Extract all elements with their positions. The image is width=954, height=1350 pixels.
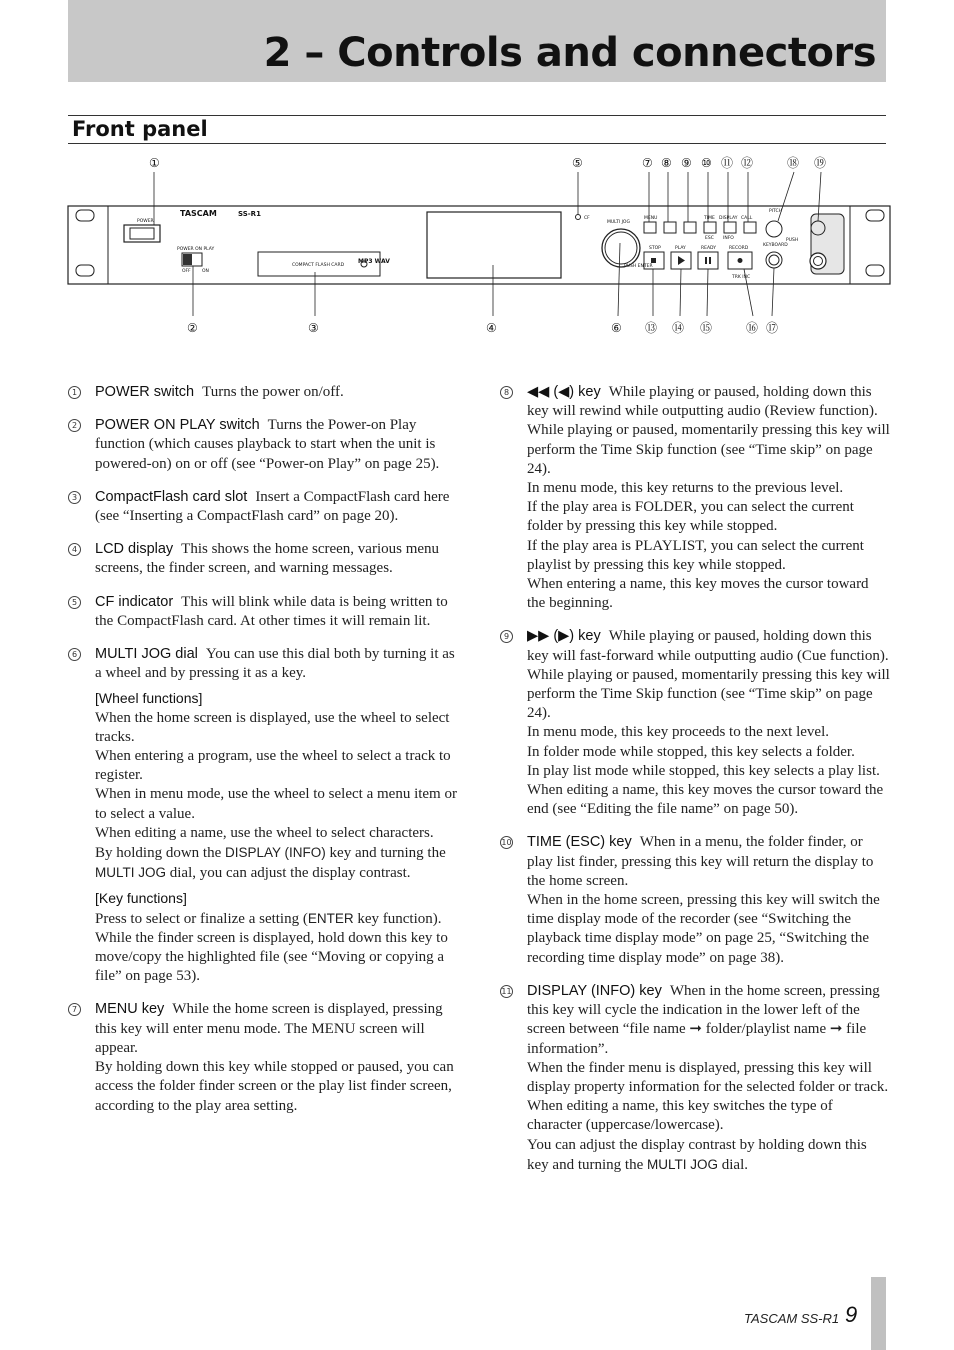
text-run: You can adjust the display contrast by holding down this key and turning the — [527, 1136, 867, 1173]
label-cf: CF — [584, 216, 590, 221]
item-text: Turns the power on/off. — [202, 384, 344, 400]
item-name: DISPLAY (INFO) key — [527, 982, 662, 999]
item-number: 6 — [68, 648, 81, 661]
paragraph: If the play area is PLAYLIST, you can select the current playlist by pressing this key while stopped. — [527, 537, 864, 573]
label-trk-inc: TRK INC — [732, 275, 751, 280]
item-name: CompactFlash card slot — [95, 488, 248, 505]
item-number: 3 — [68, 491, 81, 504]
item-text: Turns the Power-on Play function (which causes playback to start when the unit is powered-on) on or off (see “Power-on Play” on page 25). — [95, 417, 440, 472]
label-record: RECORD — [729, 246, 749, 251]
section-rule-top — [68, 115, 886, 116]
key-functions-heading: [Key functions] — [95, 890, 187, 907]
callout-19: ⑲ — [814, 156, 827, 170]
callout-11: ⑪ — [721, 156, 734, 170]
wheel-functions-heading: [Wheel functions] — [95, 690, 203, 707]
panel-model: SS-R1 — [238, 210, 261, 218]
label-call: CALL — [741, 216, 753, 221]
item-lcd-display — [68, 540, 458, 578]
paragraph — [95, 909, 458, 987]
item-number: 10 — [501, 838, 512, 848]
callout-14: ⑭ — [672, 321, 685, 335]
callout-4: ④ — [486, 321, 497, 335]
label-menu: MENU — [644, 216, 658, 221]
callout-1: ① — [149, 156, 160, 170]
paragraph: In play list mode while stopped, this key selects a play list. — [527, 762, 880, 779]
paragraph: While playing or paused, momentarily pressing this key will perform the Time Skip function (see “Time skip” on page 24). — [527, 666, 890, 722]
callout-9: ⑨ — [681, 156, 692, 170]
item-number: 11 — [501, 986, 512, 996]
label-stop: STOP — [649, 246, 661, 251]
label-pitch: PITCH — [769, 209, 783, 214]
paragraph: In folder mode while stopped, this key selects a folder. — [527, 743, 855, 760]
callout-7: ⑦ — [642, 156, 653, 170]
callout-3: ③ — [308, 321, 319, 335]
paragraph: While playing or paused, momentarily pressing this key will perform the Time Skip function (see “Time skip” on page 24). — [527, 422, 890, 477]
paragraph: When editing a name, use the wheel to select characters. — [95, 824, 434, 841]
item-text: When in a menu, the folder finder, or play list finder, pressing this key will return the display to the home screen. — [527, 834, 874, 889]
text-run: dial, you can adjust the display contrast. — [166, 865, 411, 882]
item-number: 4 — [68, 543, 81, 556]
item-time-key — [500, 833, 890, 967]
left-column — [68, 383, 458, 1130]
item-name: TIME (ESC) key — [527, 834, 632, 851]
text-run: Press to select or finalize a setting ( — [95, 910, 308, 927]
item-number: 9 — [500, 630, 513, 643]
item-rewind-key — [500, 383, 890, 613]
item-number: 7 — [68, 1003, 81, 1016]
chapter-title: 2 – Controls and connectors — [263, 30, 876, 76]
item-power-on-play-switch — [68, 416, 458, 474]
item-text: While playing or paused, holding down this key will rewind while outputting audio (Review function). — [527, 384, 878, 420]
item-number: 5 — [68, 596, 81, 609]
item-name: MENU key — [95, 1001, 165, 1018]
callout-18: ⑱ — [787, 156, 800, 170]
label-play: PLAY — [675, 246, 686, 251]
label-push: PUSH — [786, 238, 799, 243]
paragraph: When editing a name, this key moves the cursor toward the end (see “Editing the file name” on page 50). — [527, 782, 884, 818]
item-cf-card-slot — [68, 488, 458, 526]
item-name: ◀◀ (◀) key — [527, 384, 601, 400]
item-number: 1 — [68, 386, 81, 399]
text-run: key function). While the finder screen is displayed, hold down this key to move/copy the highlighted file (see “Moving or copying a file” on page 53). — [95, 910, 448, 985]
label-keyboard: KEYBOARD — [763, 243, 788, 248]
paragraph: By holding down this key while stopped or paused, you can access the folder finder screen or the play list finder screen, according to the play area setting. — [95, 1059, 454, 1114]
paragraph: When the home screen is displayed, use the wheel to select tracks. — [95, 709, 450, 745]
callout-5: ⑤ — [572, 156, 583, 170]
key-name: ENTER — [307, 910, 354, 926]
key-name: DISPLAY (INFO) — [225, 845, 326, 861]
paragraph — [95, 843, 458, 883]
callout-17: ⑰ — [766, 321, 779, 335]
text-run: key and turning the — [325, 845, 446, 862]
item-name: POWER ON PLAY switch — [95, 417, 260, 434]
label-ready: READY — [701, 246, 717, 251]
paragraph: If the play area is FOLDER, you can select the current folder by pressing this key while stopped. — [527, 499, 854, 535]
callout-8: ⑧ — [661, 156, 672, 170]
item-text: This will blink while data is being written to the CompactFlash card. At other times it will remain lit. — [95, 593, 448, 629]
label-power-on-play: POWER ON PLAY — [177, 247, 215, 252]
paragraph: When entering a program, use the wheel to select a track to register. — [95, 748, 451, 784]
label-display: DISPLAY — [719, 216, 738, 221]
callout-12: ⑫ — [741, 156, 754, 170]
footer-tab — [871, 1277, 886, 1350]
item-menu-key — [68, 1000, 458, 1115]
item-name: CF indicator — [95, 593, 174, 610]
item-name: ▶▶ (▶) key — [527, 628, 601, 645]
key-name: MULTI JOG — [646, 1156, 718, 1172]
label-power: POWER — [137, 219, 154, 224]
section-rule-bottom — [68, 143, 886, 144]
page-number: 9 — [845, 1302, 858, 1327]
panel-brand: TASCAM — [180, 209, 217, 218]
label-multi-jog: MULTI JOG — [607, 220, 630, 225]
callout-6: ⑥ — [611, 321, 622, 335]
label-push-enter: PUSH ENTER — [624, 264, 653, 269]
item-text: While the home screen is displayed, pressing this key will enter menu mode. The MENU screen will appear. — [95, 1001, 443, 1056]
item-cf-indicator — [68, 593, 458, 631]
panel-format: MP3 WAV — [358, 258, 390, 265]
item-power-switch — [68, 383, 458, 402]
key-name: MULTI JOG — [95, 865, 167, 881]
paragraph: When in menu mode, use the wheel to select a menu item or to select a value. — [95, 786, 457, 822]
label-cf-card: COMPACT FLASH CARD — [292, 263, 345, 268]
item-display-key — [500, 982, 890, 1175]
paragraph: When in the home screen, pressing this key will switch the time display mode of the recorder (see “Switching the playback time display mode” on page 25, “Switching the recording time display mode” on page 38). — [527, 892, 880, 966]
item-name: MULTI JOG dial — [95, 646, 198, 663]
paragraph: In menu mode, this key returns to the previous level. — [527, 480, 844, 497]
item-text: While playing or paused, holding down this key will fast-forward while outputting audio (Cue function). — [527, 628, 889, 664]
right-column — [500, 383, 890, 1189]
item-name: LCD display — [95, 541, 174, 558]
footer-brand: TASCAM SS-R1 — [744, 1311, 840, 1326]
paragraph: In menu mode, this key proceeds to the next level. — [527, 724, 829, 741]
front-panel-illustration — [60, 148, 900, 348]
label-time: TIME — [704, 216, 715, 221]
item-text: You can use this dial both by turning it as a wheel and by pressing it as a key. — [95, 646, 455, 682]
item-text: Insert a CompactFlash card here (see “Inserting a CompactFlash card” on page 20). — [95, 488, 450, 525]
item-name: POWER switch — [95, 384, 195, 400]
text-run: By holding down the — [95, 845, 225, 862]
paragraph — [527, 1136, 890, 1175]
callout-13: ⑬ — [645, 321, 658, 335]
text-run: dial. — [718, 1156, 748, 1173]
label-on: ON — [202, 269, 209, 274]
item-fast-forward-key — [500, 627, 890, 819]
callout-2: ② — [187, 321, 198, 335]
paragraph: When entering a name, this key moves the cursor toward the beginning. — [527, 576, 869, 612]
item-number: 2 — [68, 419, 81, 432]
chapter-header-bar — [68, 0, 886, 82]
front-panel-drawing — [60, 148, 900, 348]
callout-15: ⑮ — [700, 321, 713, 335]
item-number: 8 — [500, 386, 513, 399]
paragraph: When editing a name, this key switches the type of character (uppercase/lowercase). — [527, 1098, 833, 1134]
label-off: OFF — [182, 269, 191, 274]
callout-10: ⑩ — [701, 156, 712, 170]
item-text: This shows the home screen, various menu screens, the finder screen, and warning messages. — [95, 541, 440, 577]
section-title: Front panel — [72, 117, 208, 141]
label-esc: ESC — [705, 236, 714, 241]
item-multi-jog-dial — [68, 645, 458, 986]
paragraph: When the finder menu is displayed, pressing this key will display property information for the selected folder or track. — [527, 1059, 889, 1095]
phones-jack — [810, 253, 826, 269]
label-info: INFO — [723, 236, 734, 241]
callout-16: ⑯ — [746, 321, 759, 335]
item-text: When in the home screen, pressing this key will cycle the indication in the lower left of the screen between “file name ➞ folder/playlist name ➞ file information”. — [527, 982, 880, 1057]
